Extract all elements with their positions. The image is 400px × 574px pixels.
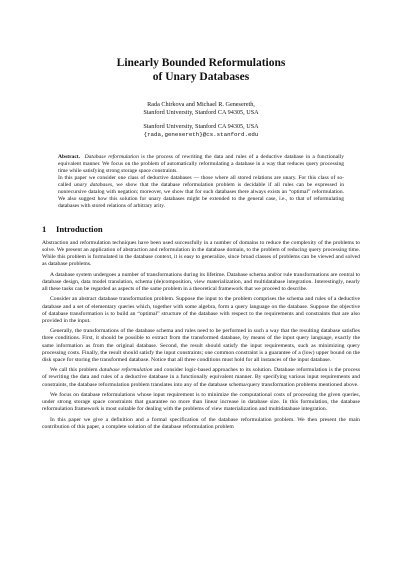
abstract-text-1: is the process of rewriting the data and rules of a deductive database in a functionally equivalent manner. We focus on the problem of automatically reformulating a database in a way that reduces query processing time while satisfying strong storage space constraints. xyxy=(58,153,344,174)
author-affiliation-1: Stanford University, Stanford CA 94305, USA xyxy=(143,109,259,117)
body-text-5b: and consider logic-based approaches to its solution. Database reformulation is the process of rewriting the data and rules of a deductive database in a functionally equivalent manner. By specifying various input requirements and constraints, the database reformulation problem translates into any of the database schema/query transformation problems mentioned above. xyxy=(42,367,361,388)
abstract-text-2b: , we show that the database reformulation problem is decidable if all rules can be expressed in nonrecursive datalog with negation; moreover, we show that for such databases there always exists an “optimal” reformulation. We also suggest how this solution for unary databases might be extended to the general case, i.e., to that of reformulating databases with stored relations of arbitrary arity. xyxy=(58,181,344,209)
abstract-term: Database reformulation xyxy=(84,153,139,160)
body-paragraph-6: We focus on database reformulations whose input requirement is to minimize the computational costs of processing the given queries, under strong storage space constraints that guarantee no more than linear increase in database size. In this formulation, the database reformulation framework is most suitable for dealing with the problems of view materialization and multidatabase integration. xyxy=(42,391,360,413)
body-paragraph-7: In this paper we give a definition and a formal specification of the database reformulation problem. We then present the main contribution of this paper, a complete solution of the database reformulation problem xyxy=(42,416,360,430)
body-paragraph-1: Abstraction and reformulation techniques have been used successfully in a number of domains to reduce the complexity of the problems to solve. We present an application of abstraction and reformulation in the database domain, to the problem of reducing query processing time. While this problem is formulated in the database context, it is easy to generalize, since broad classes of problems can be viewed and solved as database problems. xyxy=(42,240,360,268)
abstract-text-2a: In this paper we consider one class of deductive databases — those where all stored relations are unary. For this class of so-called xyxy=(58,174,344,188)
body-paragraph-2: A database system undergoes a number of transformations during its lifetime. Database schema and/or rule transformations are central to database design, data model translation, schema (de)composition, view materialization, and multidatabase integration. Interestingly, nearly all these tasks can be regarded as aspects of the same problem in a theoretical framework that we proceed to describe. xyxy=(42,271,360,293)
body-paragraph-4: Generally, the transformations of the database schema and rules need to be performed in such a way that the resulting database satisfies three conditions. First, it should be possible to extract from the transformed database, by means of the input query language, exactly the same information as from the original database. Second, the result should satisfy the input requirements, such as minimizing query processing costs. Finally, the result should satisfy the input constraints; one common constraint is a guarantee of a (low) upper bound on the disk space for storing the transformed database. Notice that all three conditions must hold for all instances of the input database. xyxy=(42,328,360,363)
author-names: Rada Chirkova and Michael R. Genesereth, xyxy=(147,101,255,108)
section-title: Introduction xyxy=(56,224,103,234)
body-paragraph-3: Consider an abstract database transformation problem. Suppose the input to the problem comprises the schema and rules of a deductive database and a set of elementary queries which, together with some algebra, form a query language on the database. Suppose the objective of database transformation is to build an “optimal” structure of the database with respect to the requirements and constraints that are also provided in the input. xyxy=(42,296,360,324)
body-paragraph-5 xyxy=(42,367,360,388)
abstract-paragraph-2 xyxy=(58,175,344,210)
paper-title xyxy=(42,56,360,84)
author-email: {rada,genesereth}@cs.stanford.edu xyxy=(143,131,259,139)
author-affiliation-2: Stanford University, Stanford CA 94305, USA xyxy=(143,122,259,130)
body-term-5: database reformulation xyxy=(99,367,153,374)
abstract-paragraph-1 xyxy=(58,154,344,175)
title-line-1: Linearly Bounded Reformulations xyxy=(116,57,286,69)
abstract-label: Abstract. xyxy=(58,153,81,160)
section-body xyxy=(42,240,360,431)
author-block xyxy=(42,101,360,140)
section-heading xyxy=(42,224,360,234)
body-text-5a: We call this problem xyxy=(50,367,100,374)
abstract xyxy=(58,154,344,210)
paper-page xyxy=(0,56,400,574)
abstract-term-2: unary databases xyxy=(74,181,113,188)
section-number: 1 xyxy=(42,224,47,234)
title-line-2: of Unary Databases xyxy=(152,71,250,83)
